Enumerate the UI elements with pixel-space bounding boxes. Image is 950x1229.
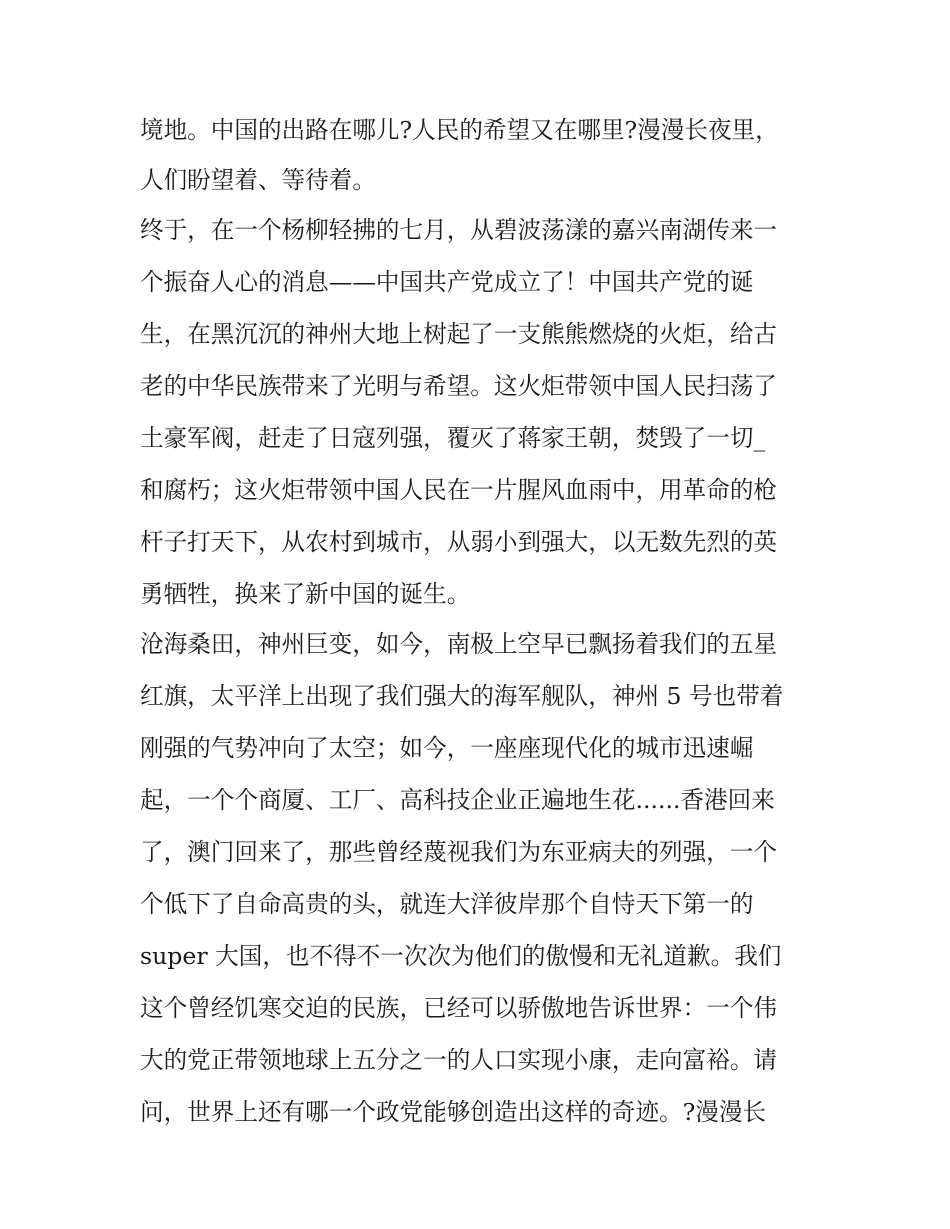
text-line: 起，一个个商厦、工厂、高科技企业正遍地生花......香港回来 — [140, 786, 775, 814]
text-line: 问，世界上还有哪一个政党能够创造出这样的奇迹。?漫漫长 — [140, 1098, 767, 1126]
text-line: 个低下了自命高贵的头，就连大洋彼岸那个自恃天下第一的 — [140, 890, 754, 918]
text-line: 刚强的气势冲向了太空；如今，一座座现代化的城市迅速崛 — [140, 734, 754, 762]
text-line: 勇牺牲，换来了新中国的诞生。 — [140, 580, 471, 608]
text-line: 老的中华民族带来了光明与希望。这火炬带领中国人民扫荡了 — [140, 372, 778, 400]
text-line: super 大国，也不得不一次次为他们的傲慢和无礼道歉。我们 — [140, 942, 782, 970]
text-line: 这个曾经饥寒交迫的民族，已经可以骄傲地告诉世界：一个伟 — [140, 994, 778, 1022]
text-line: 人们盼望着、等待着。 — [140, 166, 376, 194]
text-line: 境地。中国的出路在哪儿?人民的希望又在哪里?漫漫长夜里， — [140, 116, 779, 144]
text-line: 和腐朽；这火炬带领中国人民在一片腥风血雨中，用革命的枪 — [140, 476, 778, 504]
text-line: 生，在黑沉沉的神州大地上树起了一支熊熊燃烧的火炬，给古 — [140, 320, 778, 348]
text-line: 红旗，太平洋上出现了我们强大的海军舰队，神州 5 号也带着 — [140, 682, 784, 710]
document-body — [140, 104, 812, 1138]
text-line: 土豪军阀，赶走了日寇列强，覆灭了蒋家王朝，焚毁了一切_ — [140, 424, 766, 452]
text-line: 个振奋人心的消息——中国共产党成立了！中国共产党的诞 — [140, 268, 754, 296]
text-line: 大的党正带领地球上五分之一的人口实现小康，走向富裕。请 — [140, 1046, 778, 1074]
text-line: 沧海桑田，神州巨变，如今，南极上空早已飘扬着我们的五星 — [140, 630, 778, 658]
text-line: 杆子打天下，从农村到城市，从弱小到强大，以无数先烈的英 — [140, 528, 778, 556]
text-line: 了，澳门回来了，那些曾经蔑视我们为东亚病夫的列强，一个 — [140, 838, 778, 866]
text-line: 终于，在一个杨柳轻拂的七月，从碧波荡漾的嘉兴南湖传来一 — [140, 216, 778, 244]
